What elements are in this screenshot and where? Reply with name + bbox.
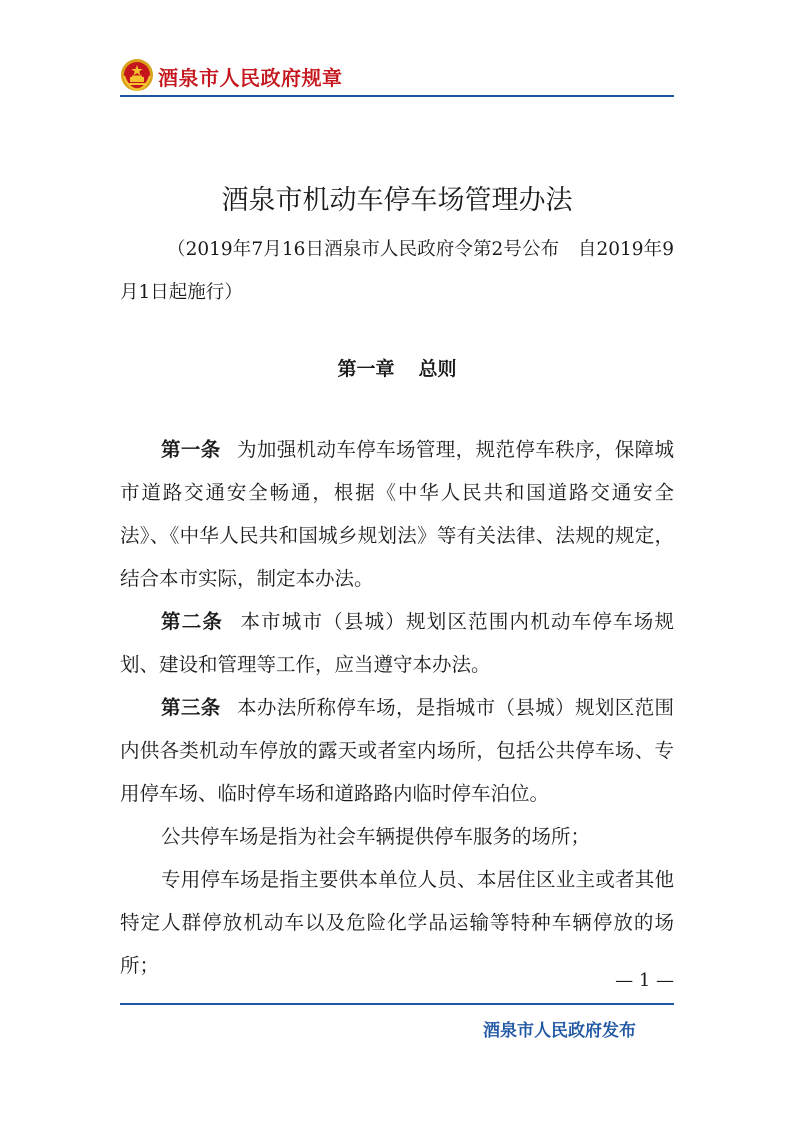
paragraph-text: 公共停车场是指为社会车辆提供停车服务的场所； bbox=[161, 825, 591, 848]
article-number: 第二条 bbox=[161, 610, 224, 633]
footer-divider bbox=[120, 1003, 674, 1005]
header-title: 酒泉市人民政府规章 bbox=[158, 66, 343, 90]
article-paragraph bbox=[120, 600, 674, 686]
chapter-name: 总则 bbox=[418, 358, 457, 380]
paragraph-text: 本办法所称停车场，是指城市（县城）规划区范围内供各类机动车停放的露天或者室内场所，包括公共停车场、专用停车场、临时停车场和道路路内临时停车泊位。 bbox=[120, 696, 674, 805]
article-paragraph bbox=[120, 428, 674, 600]
document-subtitle: （2019年7月16日酒泉市人民政府令第2号公布 自2019年9月1日起施行） bbox=[120, 239, 674, 303]
article-paragraph bbox=[120, 686, 674, 815]
paragraph-text: 为加强机动车停车场管理，规范停车秩序，保障城市道路交通安全畅通，根据《中华人民共和国道路交通安全法》、《中华人民共和国城乡规划法》等有关法律、法规的规定，结合本市实际，制定本办法。 bbox=[120, 438, 674, 590]
body-paragraph bbox=[120, 815, 674, 858]
national-emblem-icon bbox=[120, 58, 154, 92]
header-divider bbox=[120, 95, 674, 97]
paragraph-text: 本市城市（县城）规划区范围内机动车停车场规划、建设和管理等工作，应当遵守本办法。 bbox=[120, 610, 674, 676]
chapter-heading bbox=[120, 350, 674, 388]
document-title: 酒泉市机动车停车场管理办法 bbox=[221, 185, 573, 216]
page-header bbox=[120, 56, 674, 96]
article-number: 第一条 bbox=[161, 438, 221, 461]
paragraph-text: 专用停车场是指主要供本单位人员、本居住区业主或者其他特定人群停放机动车以及危险化学品运输等特种车辆停放的场所； bbox=[120, 868, 674, 977]
chapter-number: 第一章 bbox=[337, 358, 395, 380]
footer-publisher: 酒泉市人民政府发布 bbox=[483, 1021, 636, 1041]
body-paragraph bbox=[120, 858, 674, 987]
document-body bbox=[120, 428, 674, 987]
page-number: — 1 — bbox=[615, 970, 674, 991]
article-number: 第三条 bbox=[161, 696, 221, 719]
